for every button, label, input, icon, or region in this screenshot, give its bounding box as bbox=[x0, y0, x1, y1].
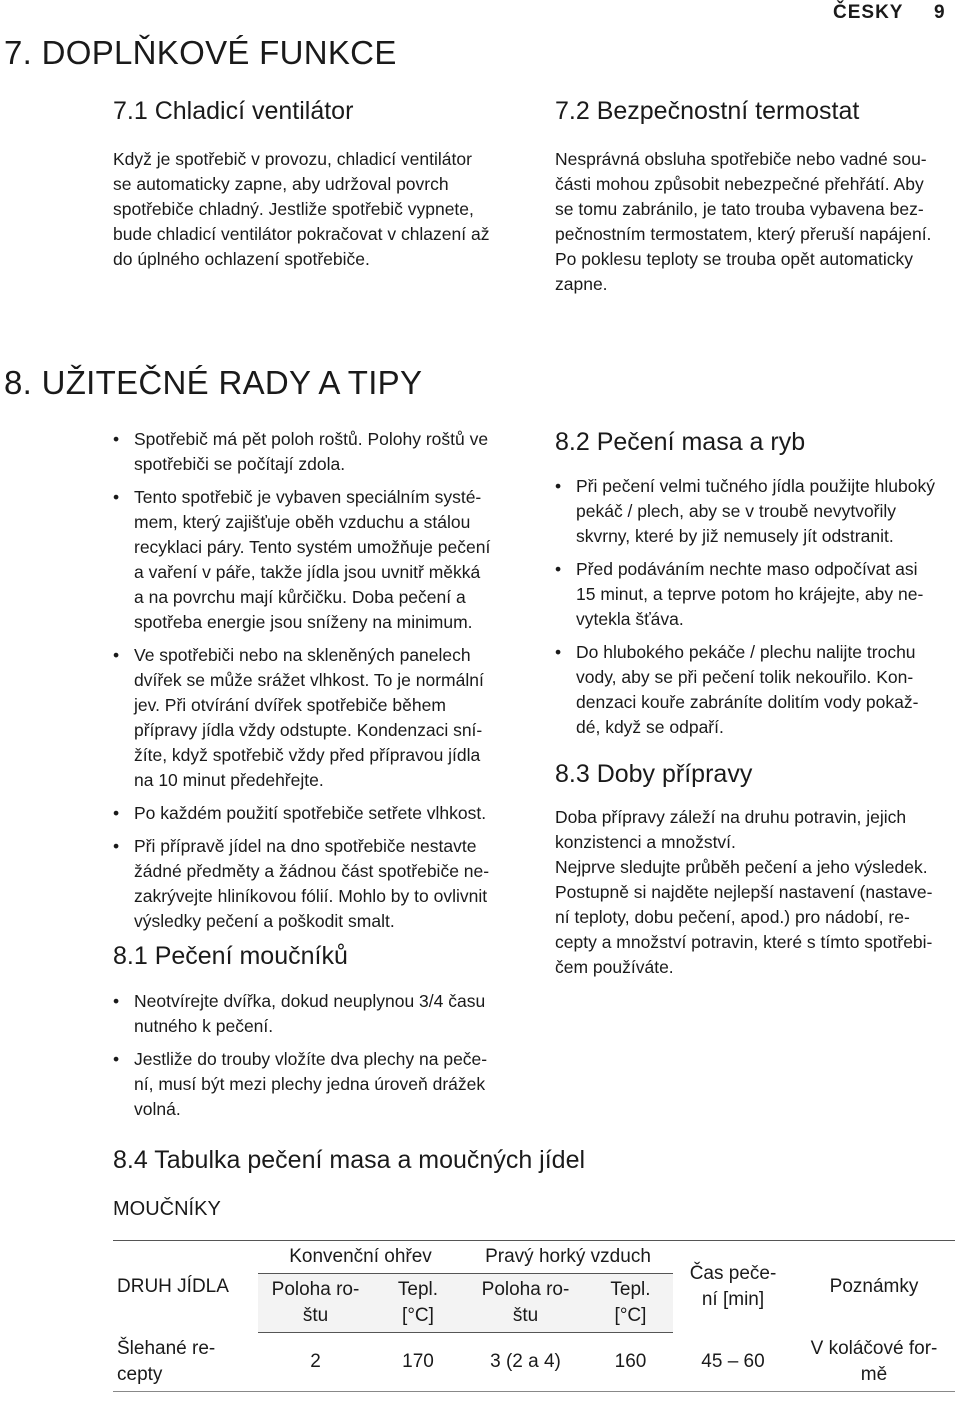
section-7-title: 7. DOPLŇKOVÉ FUNKCE bbox=[4, 34, 397, 71]
text-line: výsledky pečení a poškodit smalt. bbox=[134, 911, 395, 931]
text-line: ní, musí být mezi plechy jedna úroveň drážek bbox=[134, 1074, 486, 1094]
text-line: volná. bbox=[134, 1099, 181, 1119]
text-line: Ve spotřebiči nebo na skleněných panelech bbox=[134, 645, 471, 665]
section-8-tips-list bbox=[113, 427, 523, 942]
section-7-1-title: 7.1 Chladicí ventilátor bbox=[113, 97, 354, 125]
text-line: se tomu zabránilo, je tato trouba vybavena bez- bbox=[555, 199, 924, 219]
header-fan-position: Poloha ro- štu bbox=[463, 1274, 588, 1333]
section-7-2-text bbox=[555, 147, 955, 297]
section-8-2-list bbox=[555, 474, 960, 748]
text-line: spotřeba energie jsou sníženy na minimum. bbox=[134, 612, 473, 632]
bullet-icon: • bbox=[113, 645, 120, 665]
text-line: na 10 minut předehřejte. bbox=[134, 770, 324, 790]
section-7-2-title: 7.2 Bezpečnostní termostat bbox=[555, 97, 860, 125]
text-line: spotřebiče chladný. Jestliže spotřebič vypnete, bbox=[113, 199, 474, 219]
text-line: bude chladicí ventilátor pokračovat v chlazení až bbox=[113, 224, 490, 244]
bullet-icon: • bbox=[555, 642, 562, 662]
text-line: čem používáte. bbox=[555, 957, 674, 977]
section-8-3-title: 8.3 Doby přípravy bbox=[555, 760, 753, 788]
text-line: spotřebiči se počítají zdola. bbox=[134, 454, 346, 474]
text-line: Neotvírejte dvířka, dokud neuplynou 3/4 času bbox=[134, 991, 486, 1011]
list-item bbox=[113, 801, 523, 826]
text-line: mem, který zajišťuje oběh vzduchu a stálou bbox=[134, 512, 471, 532]
text-line: Po každém použití spotřebiče setřete vlhkost. bbox=[134, 803, 487, 823]
section-7-1-text bbox=[113, 147, 513, 272]
text-line: Postupně si najděte nejlepší nastavení (nastave- bbox=[555, 882, 933, 902]
list-item bbox=[113, 834, 523, 934]
section-8-title: 8. UŽITEČNÉ RADY A TIPY bbox=[4, 364, 423, 401]
cell-notes: V koláčové for- mě bbox=[793, 1333, 955, 1392]
bullet-icon: • bbox=[555, 559, 562, 579]
list-item bbox=[555, 640, 960, 740]
bullet-icon: • bbox=[113, 429, 120, 449]
text-line: přípravy jídla vždy odstupte. Kondenzaci sní- bbox=[134, 720, 483, 740]
header-fan-temp: Tepl. [°C] bbox=[588, 1274, 673, 1333]
text-line: Nejprve sledujte průběh pečení a jeho výsledek. bbox=[555, 857, 928, 877]
cell-fan-position: 3 (2 a 4) bbox=[463, 1333, 588, 1392]
text-line: ní teploty, dobu pečení, apod.) pro nádobí, re- bbox=[555, 907, 910, 927]
text-line: Doba přípravy záleží na druhu potravin, jejich bbox=[555, 807, 907, 827]
text-line: nutného k pečení. bbox=[134, 1016, 274, 1036]
baking-table-wrapper bbox=[113, 1240, 955, 1392]
header-food-type: DRUH JÍDLA bbox=[113, 1241, 258, 1333]
baking-table bbox=[113, 1240, 955, 1392]
text-line: dé, když se odpaří. bbox=[576, 717, 724, 737]
bullet-icon: • bbox=[113, 836, 120, 856]
section-8-3-text bbox=[555, 805, 960, 980]
text-line: Jestliže do trouby vložíte dva plechy na peče- bbox=[134, 1049, 488, 1069]
text-line: vytekla šťáva. bbox=[576, 609, 684, 629]
text-line: Při přípravě jídel na dno spotřebiče nestavte bbox=[134, 836, 477, 856]
table-subtitle: MOUČNÍKY bbox=[113, 1198, 221, 1220]
text-line: a na povrchu mají kůrčičku. Doba pečení a bbox=[134, 587, 466, 607]
text-line: Při pečení velmi tučného jídla použijte hluboký bbox=[576, 476, 935, 496]
text-line: dvířek se může srážet vlhkost. To je normální bbox=[134, 670, 484, 690]
text-line: Nesprávná obsluha spotřebiče nebo vadné sou- bbox=[555, 149, 927, 169]
text-line: 15 minut, a teprve potom ho krájejte, aby ne- bbox=[576, 584, 924, 604]
text-line: části mohou způsobit nebezpečné přehřátí. Aby bbox=[555, 174, 924, 194]
text-line: recyklaci páry. Tento systém umožňuje pečení bbox=[134, 537, 491, 557]
page-number: 9 bbox=[934, 2, 945, 23]
text-line: vody, aby se při pečení tolik nekouřilo. Kon- bbox=[576, 667, 914, 687]
text-line: Spotřebič má pět poloh roštů. Polohy roštů ve bbox=[134, 429, 489, 449]
text-line: žádné předměty a žádnou část spotřebiče ne- bbox=[134, 861, 490, 881]
text-line: a vaření v páře, takže jídla jsou uvnitř měkká bbox=[134, 562, 481, 582]
language-label: ČESKY bbox=[833, 2, 904, 23]
header-notes: Poznámky bbox=[793, 1241, 955, 1333]
text-line: Po poklesu teploty se trouba opět automaticky bbox=[555, 249, 913, 269]
cell-fan-temp: 160 bbox=[588, 1333, 673, 1392]
text-line: do úplného ochlazení spotřebiče. bbox=[113, 249, 370, 269]
text-line: Tento spotřebič je vybaven speciálním systé- bbox=[134, 487, 482, 507]
header-conv-position: Poloha ro- štu bbox=[258, 1274, 373, 1333]
list-item bbox=[113, 485, 523, 635]
text-line: cepty a množství potravin, které s tímto spotřebi- bbox=[555, 932, 933, 952]
text-line: denzaci kouře zabráníte dolitím vody pokaž- bbox=[576, 692, 919, 712]
list-item bbox=[555, 557, 960, 632]
cell-food: Šlehané re- cepty bbox=[113, 1333, 258, 1392]
section-8-1-list bbox=[113, 989, 523, 1130]
bullet-icon: • bbox=[113, 1049, 120, 1069]
list-item bbox=[113, 1047, 523, 1122]
text-line: pečnostním termostatem, který přeruší napájení. bbox=[555, 224, 932, 244]
text-line: skvrny, které by již nemusely jít odstranit. bbox=[576, 526, 894, 546]
section-8-1-title: 8.1 Pečení moučníků bbox=[113, 942, 348, 970]
header-conventional: Konvenční ohřev bbox=[258, 1241, 463, 1274]
section-8-4-title: 8.4 Tabulka pečení masa a moučných jídel bbox=[113, 1146, 586, 1174]
cell-time: 45 – 60 bbox=[673, 1333, 793, 1392]
list-item bbox=[113, 427, 523, 477]
table-row bbox=[113, 1333, 955, 1392]
text-line: jev. Při otvírání dvířek spotřebiče během bbox=[134, 695, 446, 715]
section-8-2-title: 8.2 Pečení masa a ryb bbox=[555, 428, 806, 456]
bullet-icon: • bbox=[113, 991, 120, 1011]
cell-conv-temp: 170 bbox=[373, 1333, 463, 1392]
bullet-icon: • bbox=[555, 476, 562, 496]
bullet-icon: • bbox=[113, 487, 120, 507]
text-line: konzistenci a množství. bbox=[555, 832, 736, 852]
cell-conv-position: 2 bbox=[258, 1333, 373, 1392]
text-line: žíte, když spotřebič vždy před přípravou jídla bbox=[134, 745, 481, 765]
bullet-icon: • bbox=[113, 803, 120, 823]
text-line: Když je spotřebič v provozu, chladicí ventilátor bbox=[113, 149, 472, 169]
text-line: se automaticky zapne, aby udržoval povrch bbox=[113, 174, 449, 194]
text-line: pekáč / plech, aby se v troubě nevytvořily bbox=[576, 501, 897, 521]
text-line: Před podáváním nechte maso odpočívat asi bbox=[576, 559, 918, 579]
text-line: Do hlubokého pekáče / plechu nalijte trochu bbox=[576, 642, 916, 662]
list-item bbox=[555, 474, 960, 549]
text-line: zapne. bbox=[555, 274, 608, 294]
table-header-row bbox=[113, 1241, 955, 1274]
list-item bbox=[113, 989, 523, 1039]
header-conv-temp: Tepl. [°C] bbox=[373, 1274, 463, 1333]
header-baking-time: Čas peče- ní [min] bbox=[673, 1241, 793, 1333]
list-item bbox=[113, 643, 523, 793]
text-line: zakrývejte hliníkovou fólií. Mohlo by to ovlivnit bbox=[134, 886, 488, 906]
header-true-fan: Pravý horký vzduch bbox=[463, 1241, 673, 1274]
